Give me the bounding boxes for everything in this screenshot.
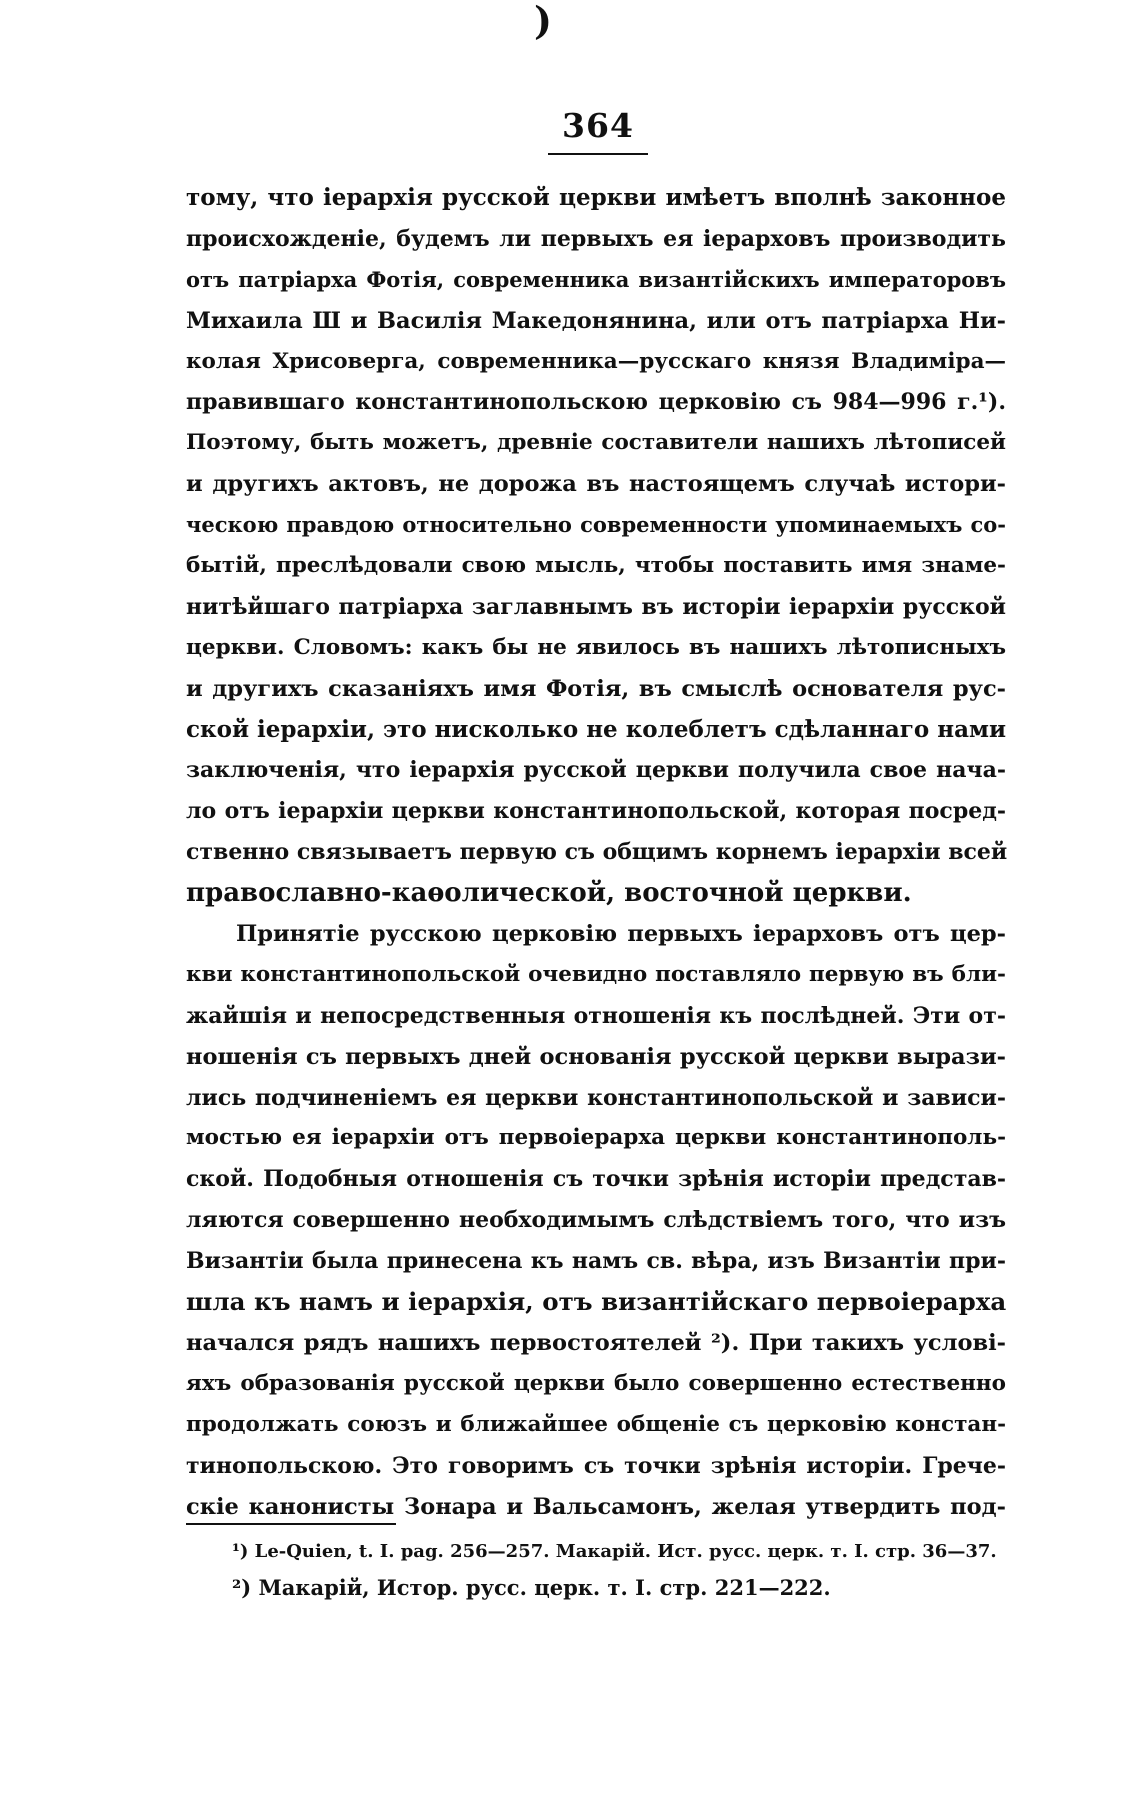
text-line: Михаила Ш и Василія Македонянина, или отъ патріарха Ни-: [186, 307, 1006, 334]
body-text: [186, 178, 1006, 1527]
text-line: заключенія, что іерархія русской церкви получила свое нача-: [186, 757, 1006, 784]
text-line: и другихъ актовъ, не дорожа въ настоящемъ случаѣ истори-: [186, 471, 1006, 498]
text-line: ской іерархіи, это нисколько не колеблетъ сдѣланнаго нами: [186, 715, 1007, 743]
text-line: кви константинопольской очевидно поставляло первую въ бли-: [186, 961, 1006, 987]
text-line: бытій, преслѣдовали свою мысль, чтобы поставить имя знаме-: [186, 553, 1006, 579]
text-line: тому, что іерархія русской церкви имѣетъ вполнѣ законное: [186, 184, 1006, 211]
text-line: Принятіе русскою церковію первыхъ іерарховъ отъ цер-: [236, 921, 1006, 948]
text-line: происхожденіе, будемъ ли первыхъ ея іерарховъ производить: [186, 225, 1006, 252]
footnotes: [232, 1534, 1012, 1606]
text-line: яхъ образованія русской церкви было совершенно естественно: [186, 1370, 1006, 1396]
text-line: церкви. Словомъ: какъ бы не явилось въ нашихъ лѣтописныхъ: [186, 634, 1006, 660]
text-line: православно-каѳолической, восточной церкви.: [186, 878, 912, 909]
paragraph-1: [186, 178, 1006, 914]
text-line: лись подчиненіемъ ея церкви константинопольской и зависи-: [186, 1084, 1006, 1111]
text-line: продолжать союзъ и ближайшее общеніе съ церковію констан-: [186, 1411, 1006, 1437]
footnote-1: ¹) Le-Quien, t. I. pag. 256—257. Макарій. Ист. русс. церк. т. I. стр. 36—37.: [232, 1541, 997, 1562]
text-line: мостью ея іерархіи отъ первоіерарха церкви константинополь-: [186, 1125, 1006, 1151]
text-line: начался рядъ нашихъ первостоятелей ²). При такихъ услові-: [186, 1329, 1006, 1356]
text-line: скіе канонисты Зонара и Вальсамонъ, желая утвердить под-: [186, 1493, 1006, 1520]
text-line: Поэтому, быть можетъ, древніе составители нашихъ лѣтописей: [186, 430, 1006, 456]
text-line: ской. Подобныя отношенія съ точки зрѣнія исторіи представ-: [186, 1166, 1006, 1193]
text-line: ношенія съ первыхъ дней основанія русской церкви вырази-: [186, 1043, 1006, 1070]
text-line: ственно связываетъ первую съ общимъ корнемъ іерархіи всей: [186, 839, 1008, 866]
top-mark: ): [534, 0, 552, 43]
page-number: 364: [562, 106, 634, 145]
text-line: Византіи была принесена къ намъ св. вѣра, изъ Византіи при-: [186, 1248, 1006, 1275]
text-line: жайшія и непосредственныя отношенія къ послѣдней. Эти от-: [186, 1002, 1006, 1029]
text-line: правившаго константинопольскою церковію съ 984—996 г.¹).: [186, 389, 1006, 416]
paragraph-2: [186, 914, 1006, 1527]
text-line: тинопольскою. Это говоримъ съ точки зрѣнія исторіи. Грече-: [186, 1452, 1006, 1479]
footnote-2: ²) Макарій, Истор. русс. церк. т. I. стр. 221—222.: [232, 1575, 831, 1600]
footnote-separator: [186, 1523, 396, 1525]
text-line: шла къ намъ и іерархія, отъ византійскаго первоіерарха: [186, 1287, 1007, 1317]
page-number-underline: [548, 153, 648, 155]
text-line: ческою правдою относительно современности упоминаемыхъ со-: [186, 512, 1006, 538]
text-line: и другихъ сказаніяхъ имя Фотія, въ смыслѣ основателя рус-: [186, 675, 1006, 702]
text-line: ло отъ іерархіи церкви константинопольской, которая посред-: [186, 798, 1006, 825]
text-line: ляются совершенно необходимымъ слѣдствіемъ того, что изъ: [186, 1207, 1006, 1234]
text-line: нитѣйшаго патріарха заглавнымъ въ исторіи іерархіи русской: [186, 593, 1006, 620]
text-line: колая Хрисоверга, современника—русскаго князя Владиміра—: [186, 348, 1006, 374]
text-line: отъ патріарха Фотія, современника византійскихъ императоровъ: [186, 266, 1006, 292]
